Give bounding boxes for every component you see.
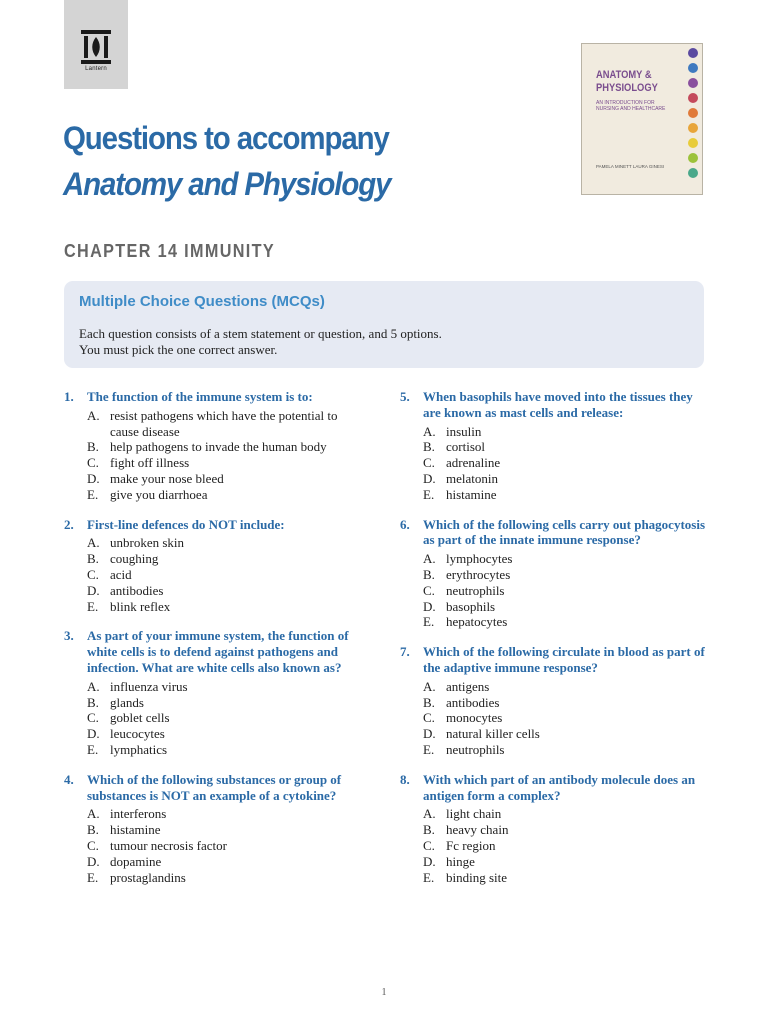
option-letter: E.: [423, 869, 435, 885]
mcq-description-line: Each question consists of a stem statement or question, and 5 options.: [79, 326, 442, 341]
answer-option: [400, 695, 705, 711]
answer-option: [400, 806, 705, 822]
option-letter: E.: [423, 741, 435, 757]
option-letter: D.: [87, 726, 100, 742]
option-list: [64, 408, 364, 503]
option-text: heavy chain: [446, 822, 509, 838]
option-letter: E.: [87, 486, 99, 502]
cover-dot: [688, 168, 698, 178]
answer-option: [400, 710, 705, 726]
option-letter: E.: [87, 869, 99, 885]
option-letter: A.: [87, 535, 100, 551]
question-stem: [64, 389, 364, 405]
option-letter: E.: [87, 741, 99, 757]
answer-option: [64, 408, 364, 440]
mcq-instructions-box: [64, 281, 704, 368]
option-letter: B.: [423, 566, 435, 582]
mcq-description: [79, 326, 689, 358]
answer-option: [64, 679, 364, 695]
cover-dot: [688, 153, 698, 163]
question-1: [64, 389, 364, 503]
option-list: [400, 806, 705, 885]
cover-dot: [688, 78, 698, 88]
answer-option: [64, 551, 364, 567]
cover-dot: [688, 138, 698, 148]
option-text: prostaglandins: [110, 869, 186, 885]
answer-option: [400, 679, 705, 695]
option-letter: A.: [423, 806, 436, 822]
option-letter: B.: [87, 439, 99, 455]
option-text: influenza virus: [110, 678, 188, 694]
question-6: [400, 517, 705, 631]
option-text: neutrophils: [446, 582, 505, 598]
option-text: help pathogens to invade the human body: [110, 439, 327, 455]
question-7: [400, 644, 705, 758]
option-text: hinge: [446, 853, 475, 869]
question-text: The function of the immune system is to:: [87, 389, 313, 404]
option-text: glands: [110, 694, 144, 710]
option-letter: E.: [87, 598, 99, 614]
option-text: tumour necrosis factor: [110, 837, 227, 853]
option-letter: C.: [87, 455, 99, 471]
option-letter: B.: [423, 694, 435, 710]
question-2: [64, 517, 364, 615]
answer-option: [400, 439, 705, 455]
option-text: leucocytes: [110, 726, 165, 742]
option-letter: C.: [423, 837, 435, 853]
answer-option: [400, 726, 705, 742]
answer-option: [64, 599, 364, 615]
option-letter: A.: [423, 551, 436, 567]
question-number: 7.: [400, 644, 410, 660]
answer-option: [64, 742, 364, 758]
option-text: lymphatics: [110, 741, 168, 757]
answer-option: [64, 471, 364, 487]
option-text: antibodies: [446, 694, 500, 710]
answer-option: [64, 838, 364, 854]
cover-authors: PAMELA MINETT LAURA GINESI: [596, 164, 665, 169]
question-stem: [64, 772, 364, 804]
questions-column-right: [400, 389, 705, 899]
answer-option: [400, 583, 705, 599]
title-line-2: Anatomy and Physiology: [63, 166, 391, 202]
question-5: [400, 389, 705, 503]
cover-dot-strip: [688, 48, 700, 183]
lantern-logo-icon: [81, 30, 111, 64]
question-number: 2.: [64, 516, 74, 532]
question-number: 6.: [400, 516, 410, 532]
question-8: [400, 772, 705, 886]
option-letter: A.: [423, 678, 436, 694]
option-text: acid: [110, 566, 132, 582]
answer-option: [64, 806, 364, 822]
option-letter: D.: [423, 853, 436, 869]
answer-option: [400, 551, 705, 567]
question-number: 8.: [400, 771, 410, 787]
option-text: dopamine: [110, 853, 162, 869]
option-letter: C.: [87, 566, 99, 582]
question-text: As part of your immune system, the function of white cells is to defend against pathogens and infection. What are white cells also known as?: [87, 628, 349, 675]
logo-text: Lantern: [85, 66, 107, 72]
mcq-description-line: You must pick the one correct answer.: [79, 342, 278, 357]
answer-option: [400, 567, 705, 583]
option-text: hepatocytes: [446, 614, 508, 630]
option-letter: D.: [87, 853, 100, 869]
answer-option: [400, 424, 705, 440]
option-text: natural killer cells: [446, 726, 540, 742]
option-text: coughing: [110, 551, 159, 567]
option-text: give you diarrhoea: [110, 486, 208, 502]
answer-option: [400, 822, 705, 838]
option-letter: B.: [87, 694, 99, 710]
question-text: Which of the following circulate in blood as part of the adaptive immune response?: [423, 644, 705, 675]
question-stem: [400, 644, 705, 676]
option-letter: E.: [423, 614, 435, 630]
option-text: adrenaline: [446, 455, 501, 471]
answer-option: [400, 455, 705, 471]
cover-dot: [688, 108, 698, 118]
option-letter: A.: [423, 423, 436, 439]
option-letter: D.: [87, 582, 100, 598]
answer-option: [400, 614, 705, 630]
book-cover-image: [581, 43, 703, 195]
question-stem: [400, 772, 705, 804]
cover-dot: [688, 48, 698, 58]
question-number: 1.: [64, 389, 74, 404]
option-text: lymphocytes: [446, 551, 513, 567]
answer-option: [400, 838, 705, 854]
question-stem: [400, 517, 705, 549]
option-letter: B.: [87, 551, 99, 567]
option-text: melatonin: [446, 470, 498, 486]
option-letter: D.: [423, 598, 436, 614]
option-letter: D.: [87, 470, 100, 486]
option-letter: B.: [423, 822, 435, 838]
questions-column-left: [64, 389, 364, 899]
option-letter: A.: [87, 407, 100, 423]
option-list: [400, 551, 705, 630]
option-text: cortisol: [446, 439, 485, 455]
cover-dot: [688, 123, 698, 133]
publisher-logo: [64, 0, 128, 89]
cover-subtitle: AN INTRODUCTION FOR NURSING AND HEALTHCARE: [596, 100, 666, 112]
cover-title: ANATOMY & PHYSIOLOGY: [596, 69, 658, 94]
question-stem: [400, 389, 705, 421]
option-list: [64, 806, 364, 885]
answer-option: [64, 487, 364, 503]
option-letter: A.: [87, 806, 100, 822]
answer-option: [400, 599, 705, 615]
option-letter: B.: [423, 439, 435, 455]
question-text: With which part of an antibody molecule does an antigen form a complex?: [423, 771, 696, 803]
option-letter: C.: [423, 455, 435, 471]
option-text: basophils: [446, 598, 496, 614]
option-text: blink reflex: [110, 598, 171, 614]
option-list: [64, 679, 364, 758]
question-number: 4.: [64, 771, 74, 787]
question-text: First-line defences do NOT include:: [87, 516, 285, 532]
answer-option: [400, 854, 705, 870]
question-number: 3.: [64, 628, 74, 644]
page-number: 1: [381, 987, 387, 998]
option-list: [400, 424, 705, 503]
option-text: histamine: [446, 486, 497, 502]
option-letter: E.: [423, 486, 435, 502]
option-text: interferons: [110, 806, 167, 822]
answer-option: [64, 455, 364, 471]
answer-option: [64, 695, 364, 711]
question-stem: [64, 517, 364, 533]
option-list: [64, 535, 364, 614]
cover-dot: [688, 63, 698, 73]
option-list: [400, 679, 705, 758]
option-letter: C.: [423, 710, 435, 726]
option-text: Fc region: [446, 837, 496, 853]
question-stem: [64, 628, 364, 675]
question-number: 5.: [400, 389, 410, 404]
question-text: When basophils have moved into the tissues they are known as mast cells and release:: [423, 389, 693, 420]
question-4: [64, 772, 364, 886]
option-letter: D.: [423, 726, 436, 742]
option-text: neutrophils: [446, 741, 505, 757]
title-line-1: Questions to accompany: [63, 120, 389, 156]
answer-option: [64, 822, 364, 838]
option-text: make your nose bleed: [110, 470, 224, 486]
cover-dot: [688, 93, 698, 103]
option-text: antibodies: [110, 582, 164, 598]
answer-option: [400, 471, 705, 487]
option-text: monocytes: [446, 710, 503, 726]
question-text: Which of the following cells carry out phagocytosis as part of the innate immune response?: [423, 516, 706, 548]
option-text: insulin: [446, 423, 482, 439]
document-title: [63, 115, 390, 207]
option-text: antigens: [446, 678, 490, 694]
question-3: [64, 628, 364, 757]
option-text: binding site: [446, 869, 508, 885]
option-letter: B.: [87, 822, 99, 838]
option-letter: C.: [87, 710, 99, 726]
option-text: erythrocytes: [446, 566, 511, 582]
option-letter: C.: [87, 837, 99, 853]
option-letter: D.: [423, 470, 436, 486]
answer-option: [64, 870, 364, 886]
option-text: fight off illness: [110, 455, 190, 471]
answer-option: [64, 583, 364, 599]
option-letter: C.: [423, 582, 435, 598]
option-text: goblet cells: [110, 710, 170, 726]
chapter-heading: CHAPTER 14 IMMUNITY: [64, 241, 276, 261]
answer-option: [400, 870, 705, 886]
option-text: histamine: [110, 822, 161, 838]
question-text: Which of the following substances or group of substances is NOT an example of a cytokine?: [87, 771, 342, 803]
option-text: resist pathogens which have the potential to cause disease: [110, 407, 338, 439]
answer-option: [64, 710, 364, 726]
answer-option: [400, 487, 705, 503]
option-text: unbroken skin: [110, 535, 185, 551]
answer-option: [64, 439, 364, 455]
answer-option: [64, 854, 364, 870]
answer-option: [64, 535, 364, 551]
option-letter: A.: [87, 678, 100, 694]
answer-option: [400, 742, 705, 758]
answer-option: [64, 567, 364, 583]
answer-option: [64, 726, 364, 742]
mcq-heading: Multiple Choice Questions (MCQs): [79, 293, 325, 310]
option-text: light chain: [446, 806, 502, 822]
